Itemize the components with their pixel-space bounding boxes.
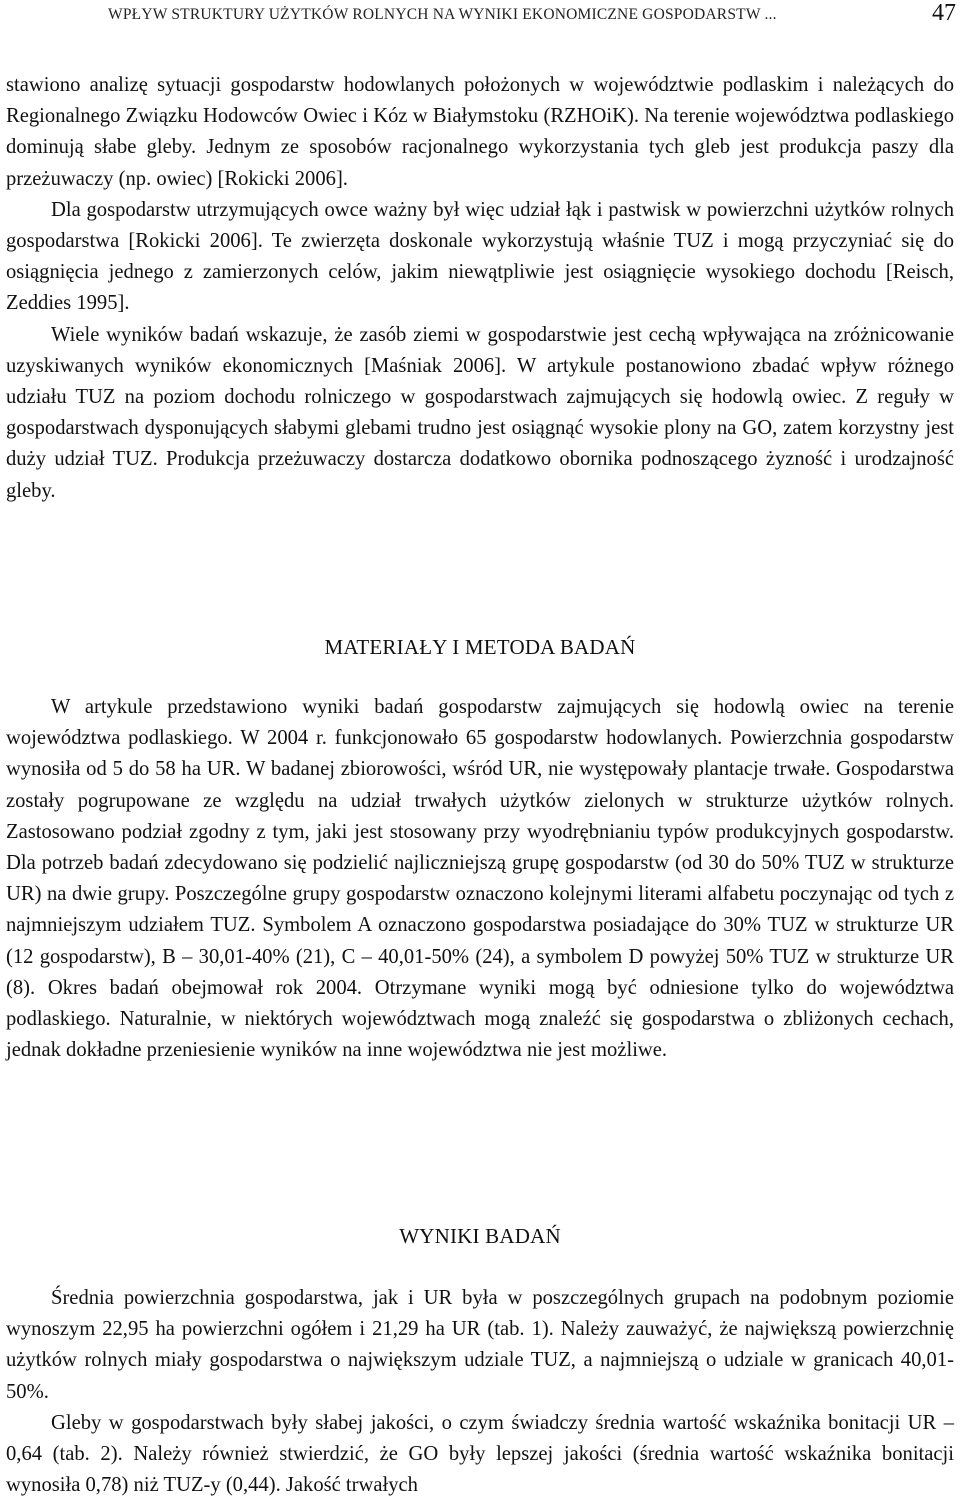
section-heading-results: WYNIKI BADAŃ bbox=[399, 1224, 561, 1248]
paragraph: Wiele wyników badań wskazuje, że zasób ziemi w gospodarstwie jest cechą wpływająca na zróżnicowanie uzyskiwanych wyników ekonomicznych [Maśniak 2006]. W artykule postanowiono zbadać wpływ różnego udziału TUZ na poziom dochodu rolniczego w gospodarstwach zajmujących się hodowlą owiec. Z reguły w gospodarstwach dysponujących słabymi glebami trudno jest osiągnąć wysokie plony na GO, zatem korzystny jest duży udział TUZ. Produkcja przeżuwaczy dostarcza dodatkowo obornika podnoszącego żyzność i urodzajność gleby. bbox=[6, 323, 954, 502]
intro-section bbox=[6, 70, 954, 507]
paragraph: Dla gospodarstw utrzymujących owce ważny był więc udział łąk i pastwisk w powierzchni użytków rolnych gospodarstwa [Rokicki 2006]. Te zwierzęta doskonale wykorzystują właśnie TUZ i mogą przyczyniać się do osiągnięcia jednego z zamierzonych celów, jakim niewątpliwie jest osiągnięcie wysokiego dochodu [Reisch, Zeddies 1995]. bbox=[6, 198, 954, 315]
running-title: WPŁYW STRUKTURY UŻYTKÓW ROLNYCH NA WYNIKI EKONOMICZNE GOSPODARSTW ... bbox=[108, 6, 777, 23]
paragraph: stawiono analizę sytuacji gospodarstw hodowlanych położonych w województwie podlaskim i należących do Regionalnego Związku Hodowców Owiec i Kóz w Białymstoku (RZHOiK). Na terenie województwa podlaskiego dominują słabe gleby. Jednym ze sposobów racjonalnego wykorzystania tych gleb jest produkcja paszy dla przeżuwaczy (np. owiec) [Rokicki 2006]. bbox=[6, 74, 954, 190]
materials-section bbox=[6, 692, 954, 1066]
paragraph: W artykule przedstawiono wyniki badań gospodarstw zajmujących się hodowlą owiec na terenie województwa podlaskiego. W 2004 r. funkcjonowało 65 gospodarstw hodowlanych. Powierzchnia gospodarstw wynosiła od 5 do 58 ha UR. W badanej zbiorowości, wśród UR, nie występowały plantacje trwałe. Gospodarstwa zostały pogrupowane ze względu na udział trwałych użytków zielonych w strukturze użytków rolnych. Zastosowano podział zgodny z tym, jaki jest stosowany przy wyodrębnianiu typów produkcyjnych gospodarstw. Dla potrzeb badań zdecydowano się podzielić najliczniejszą grupę gospodarstw (od 30 do 50% TUZ w strukturze UR) na dwie grupy. Poszczególne grupy gospodarstw oznaczono kolejnymi literami alfabetu poczynając od tych z najmniejszym udziałem TUZ. Symbolem A oznaczono gospodarstwa posiadające do 30% TUZ w strukturze UR (12 gospodarstw), B – 30,01-40% (21), C – 40,01-50% (24), a symbolem D powyżej 50% TUZ w strukturze UR (8). Okres badań obejmował rok 2004. Otrzymane wyniki mogą być odniesione tylko do województwa podlaskiego. Naturalnie, w niektórych województwach mogą znaleźć się gospodarstwa o zbliżonych cechach, jednak dokładne przeniesienie wyników na inne województwa nie jest możliwe. bbox=[6, 696, 954, 1062]
section-heading-materials: MATERIAŁY I METODA BADAŃ bbox=[324, 635, 636, 659]
paragraph: Średnia powierzchnia gospodarstwa, jak i UR była w poszczególnych grupach na podobnym poziomie wynoszym 22,95 ha powierzchni ogółem i 21,29 ha UR (tab. 1). Należy zauważyć, że największą powierzchnię użytków rolnych miały gospodarstwa o największym udziale TUZ, a najmniejszą o udziale w granicach 40,01-50%. bbox=[6, 1287, 954, 1403]
page-number: 47 bbox=[932, 0, 956, 26]
paragraph: Gleby w gospodarstwach były słabej jakości, o czym świadczy średnia wartość wskaźnika bonitacji UR – 0,64 (tab. 2). Należy również stwierdzić, że GO były lepszej jakości (średnia wartość wskaźnika bonitacji wynosiła 0,78) niż TUZ-y (0,44). Jakość trwałych bbox=[6, 1411, 954, 1497]
results-section bbox=[6, 1283, 954, 1501]
